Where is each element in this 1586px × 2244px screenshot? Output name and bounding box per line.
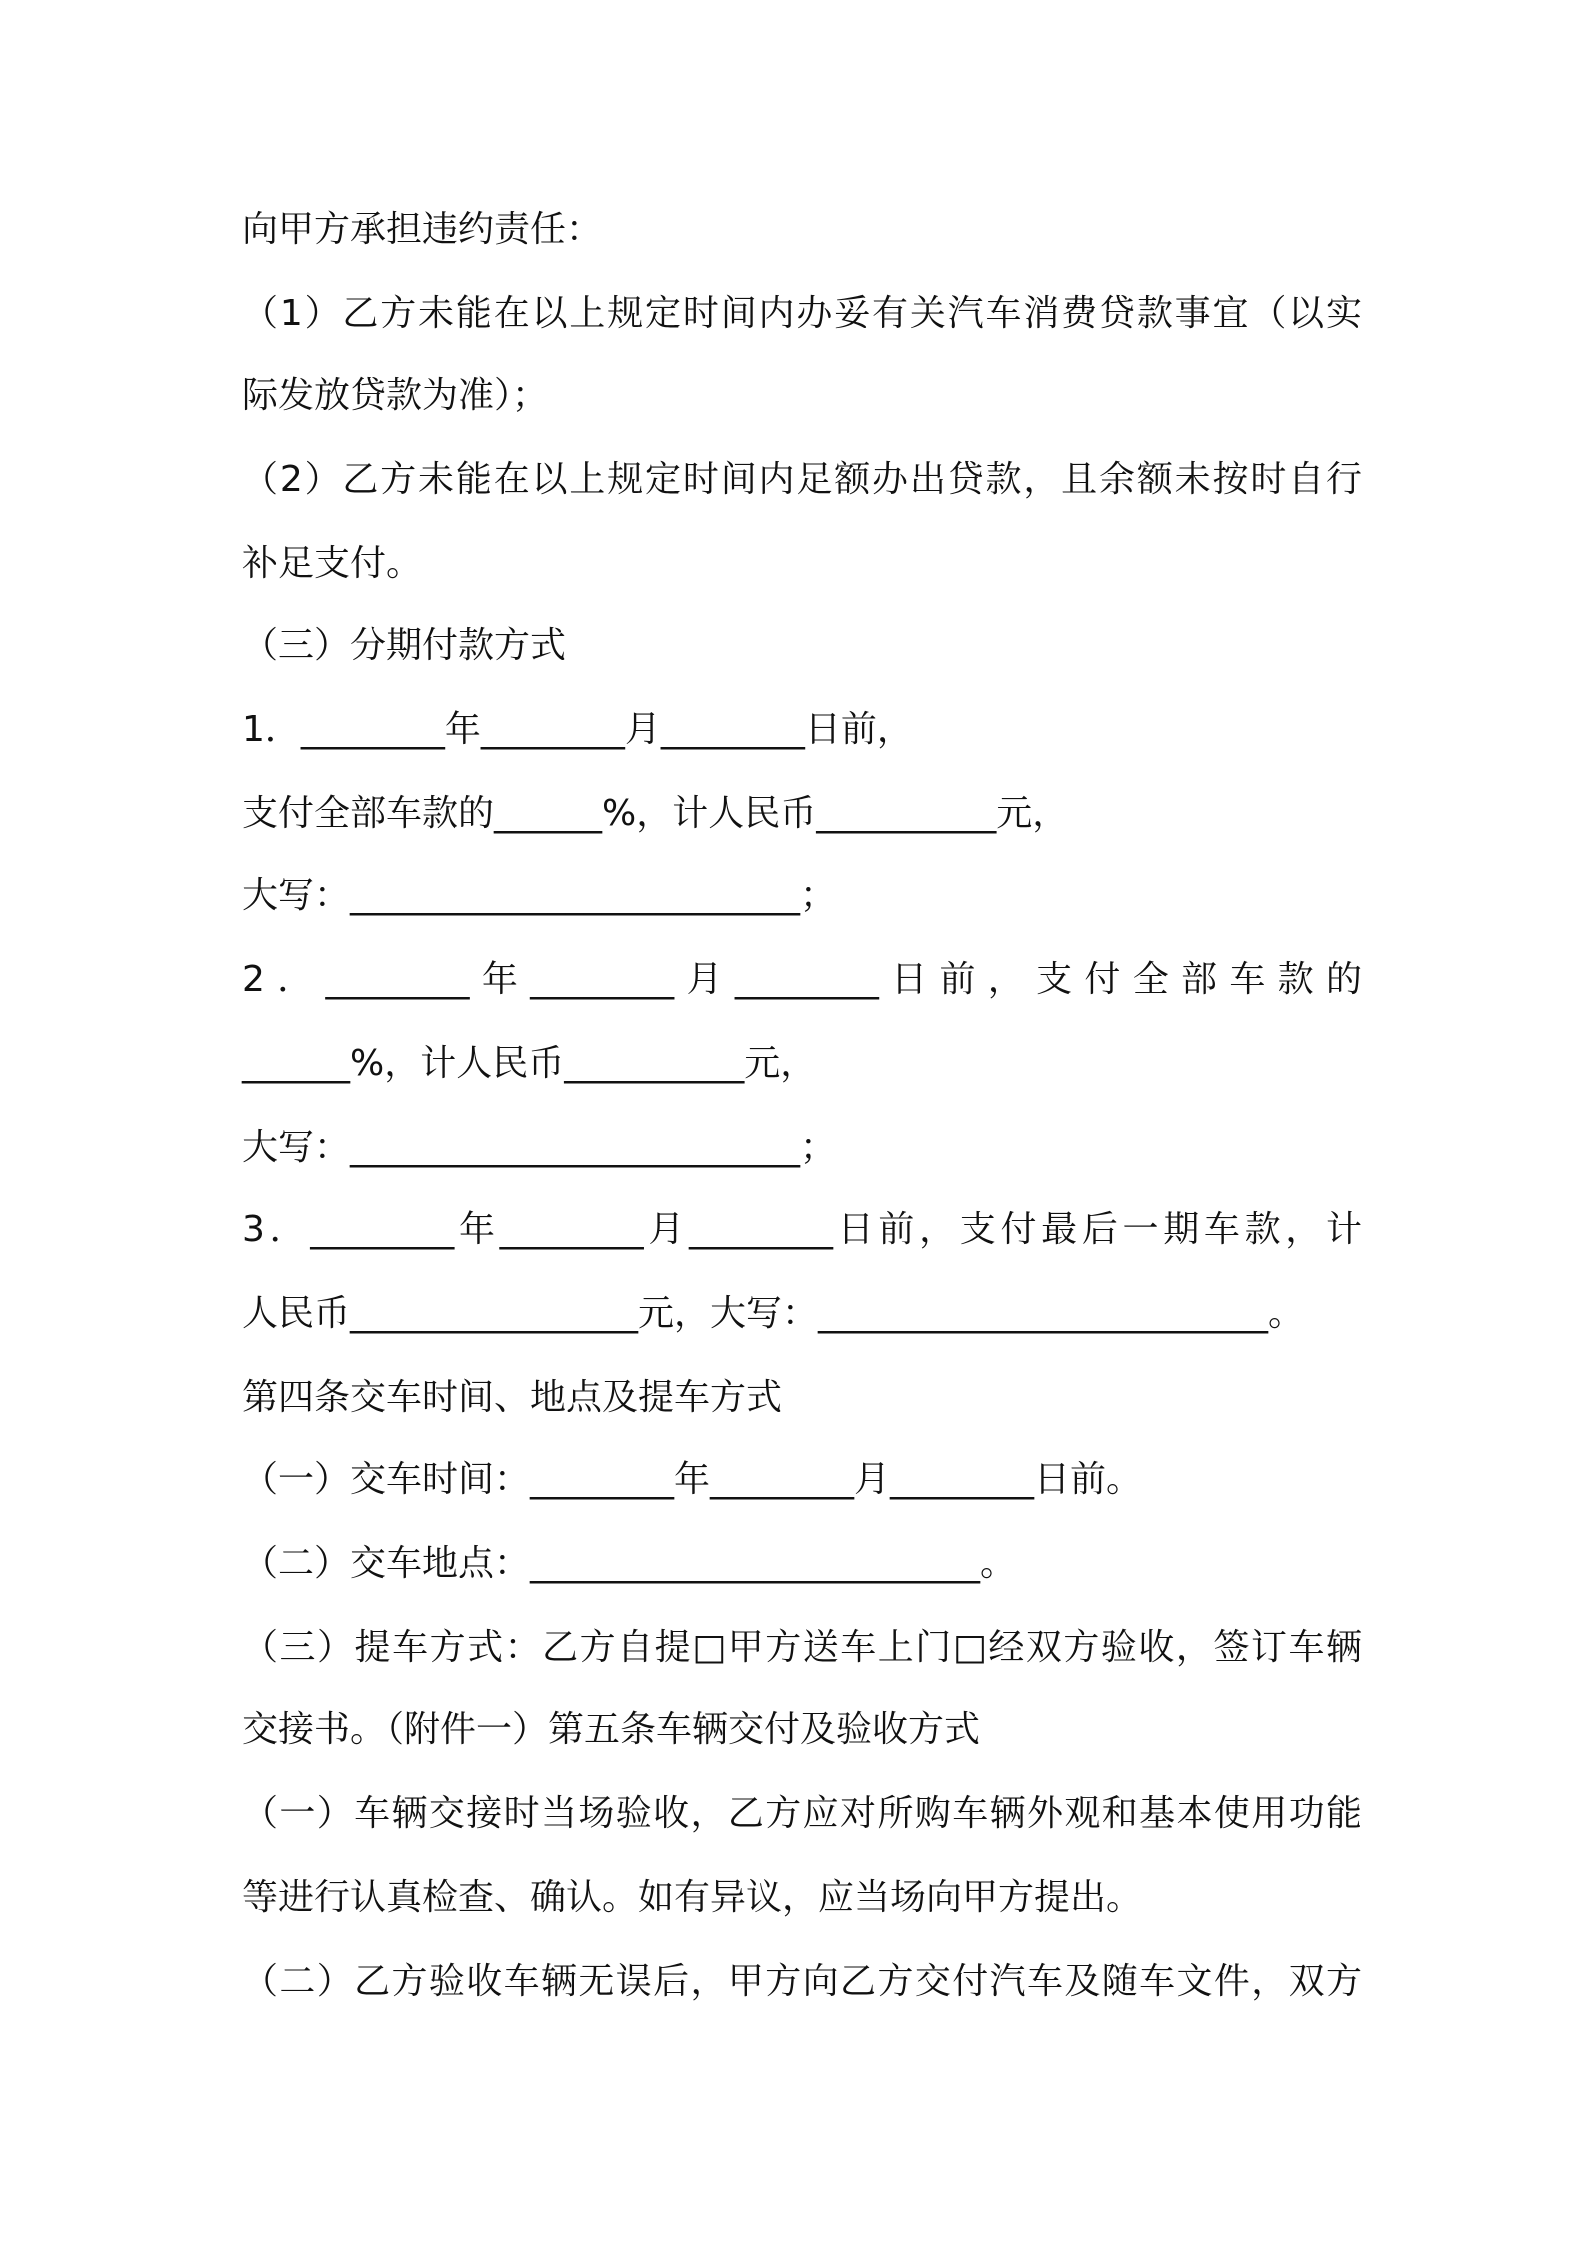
text-line-14: 人民币________________元，大写：_________________________。 bbox=[242, 1293, 1305, 1334]
text-line-1: 向甲方承担违约责任： bbox=[242, 209, 603, 250]
text-line-10: 2．________年________月________日前，支付全部车款的 bbox=[242, 959, 1362, 1000]
text-line-19: 交接书。（附件一）第五条车辆交付及验收方式 bbox=[242, 1709, 981, 1750]
text-line-20: （一）车辆交接时当场验收，乙方应对所购车辆外观和基本使用功能 bbox=[242, 1793, 1362, 1834]
text-line-11: ______%，计人民币__________元， bbox=[242, 1043, 817, 1084]
text-line-8: 支付全部车款的______%，计人民币__________元， bbox=[242, 793, 1069, 834]
text-line-13: 3．________年________月________日前，支付最后一期车款，计 bbox=[242, 1209, 1362, 1250]
section-heading-article-4: 第四条交车时间、地点及提车方式 bbox=[242, 1377, 783, 1418]
text-line-5: 补足支付。 bbox=[242, 543, 423, 584]
text-line-4: （2）乙方未能在以上规定时间内足额办出贷款，且余额未按时自行 bbox=[242, 459, 1362, 500]
text-line-18: （三）提车方式：乙方自提□甲方送车上门□经双方验收，签订车辆 bbox=[242, 1627, 1362, 1668]
section-heading-installment: （三）分期付款方式 bbox=[242, 625, 567, 666]
text-line-17: （二）交车地点：_________________________。 bbox=[242, 1543, 1017, 1584]
text-line-9: 大写：_________________________； bbox=[242, 875, 837, 916]
text-line-7: 1．________年________月________日前， bbox=[242, 709, 913, 750]
text-line-12: 大写：_________________________； bbox=[242, 1127, 837, 1168]
text-line-21: 等进行认真检查、确认。如有异议，应当场向甲方提出。 bbox=[242, 1877, 1143, 1918]
text-line-16: （一）交车时间：________年________月________日前。 bbox=[242, 1459, 1143, 1500]
text-line-2: （1）乙方未能在以上规定时间内办妥有关汽车消费贷款事宜（以实 bbox=[242, 293, 1362, 334]
text-line-3: 际发放贷款为准）； bbox=[242, 375, 549, 416]
text-line-22: （二）乙方验收车辆无误后，甲方向乙方交付汽车及随车文件，双方 bbox=[242, 1961, 1362, 2002]
